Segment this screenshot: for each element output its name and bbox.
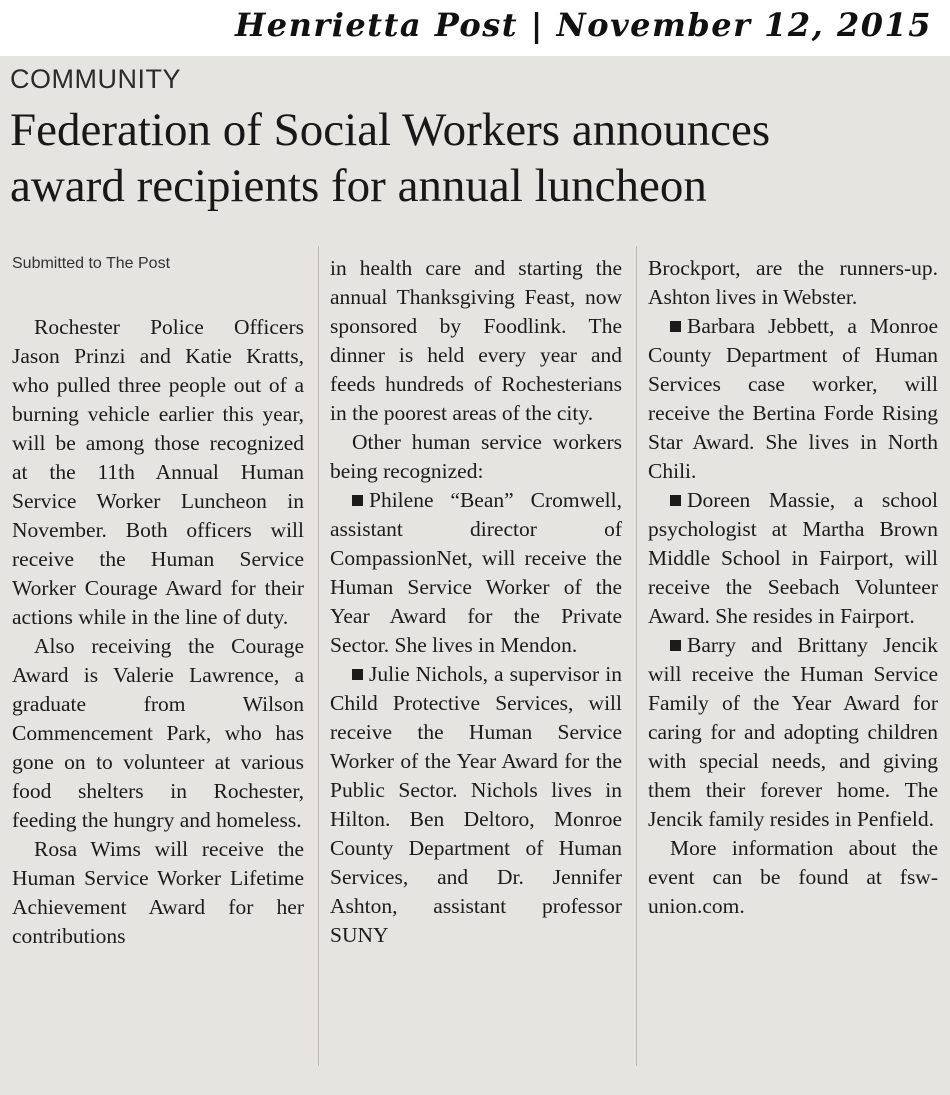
article-paragraph: in health care and starting the annual Thanksgiving Feast, now sponsored by Foodlink. The dinner is held every year and feeds hundreds of Rochesterians in the poorest areas of the city. — [330, 256, 622, 425]
square-bullet-icon — [352, 669, 363, 680]
masthead-banner — [0, 0, 950, 56]
article-list-item — [330, 660, 622, 950]
article-paragraph: Also receiving the Courage Award is Valerie Lawrence, a graduate from Wilson Commencement Park, who has gone on to volunteer at various food shelters in Rochester, feeding the hungry and homeless. — [12, 634, 304, 832]
square-bullet-icon — [670, 640, 681, 651]
list-item-text: Julie Nichols, a supervisor in Child Protective Services, will receive the Human Service Worker of the Year Award for the Public Sector. Nichols lives in Hilton. Ben Deltoro, Monroe County Department of Human Services, and Dr. Jennifer Ashton, assistant professor SUNY — [330, 662, 622, 947]
article-paragraph: Other human service workers being recognized: — [330, 430, 622, 483]
article-paragraph: Rochester Police Officers Jason Prinzi and Katie Kratts, who pulled three people out of a burning vehicle earlier this year, will be among those recognized at the 11th Annual Human Service Worker Luncheon in November. Both officers will receive the Human Service Worker Courage Award for their actions while in the line of duty. — [12, 315, 304, 629]
newspaper-clipping — [0, 56, 950, 1095]
article-list-item — [648, 486, 938, 631]
column-divider — [318, 246, 319, 1066]
article-column-2 — [330, 254, 622, 950]
headline-line-1: Federation of Social Workers announces — [10, 104, 771, 156]
square-bullet-icon — [670, 321, 681, 332]
article-column-3 — [648, 254, 938, 921]
masthead-title: Henrietta Post | November 12, 2015 — [235, 6, 932, 44]
column-divider — [636, 246, 637, 1066]
list-item-text: Barbara Jebbett, a Monroe County Department of Human Services case worker, will receive the Bertina Forde Rising Star Award. She lives in North Chili. — [648, 314, 938, 483]
article-paragraph: More information about the event can be found at fsw-union.com. — [648, 836, 938, 918]
square-bullet-icon — [352, 495, 363, 506]
list-item-text: Doreen Massie, a school psychologist at Martha Brown Middle School in Fairport, will receive the Seebach Volunteer Award. She resides in Fairport. — [648, 488, 938, 628]
byline: Submitted to The Post — [12, 255, 171, 272]
list-item-text: Barry and Brittany Jencik will receive the Human Service Family of the Year Award for caring for and adopting children with special needs, and giving them their forever home. The Jencik family resides in Penfield. — [648, 633, 938, 831]
article-list-item — [330, 486, 622, 660]
article-headline — [10, 102, 945, 214]
section-label: COMMUNITY — [10, 64, 181, 94]
list-item-text: Philene “Bean” Cromwell, assistant director of CompassionNet, will receive the Human Service Worker of the Year Award for the Private Sector. She lives in Mendon. — [330, 488, 622, 657]
headline-line-2: award recipients for annual luncheon — [10, 160, 707, 212]
article-list-item — [648, 312, 938, 486]
article-column-1 — [12, 252, 304, 951]
article-paragraph: Rosa Wims will receive the Human Service Worker Lifetime Achievement Award for her contributions — [12, 837, 304, 948]
article-list-item — [648, 631, 938, 834]
article-paragraph: Brockport, are the runners-up. Ashton lives in Webster. — [648, 256, 938, 309]
square-bullet-icon — [670, 495, 681, 506]
